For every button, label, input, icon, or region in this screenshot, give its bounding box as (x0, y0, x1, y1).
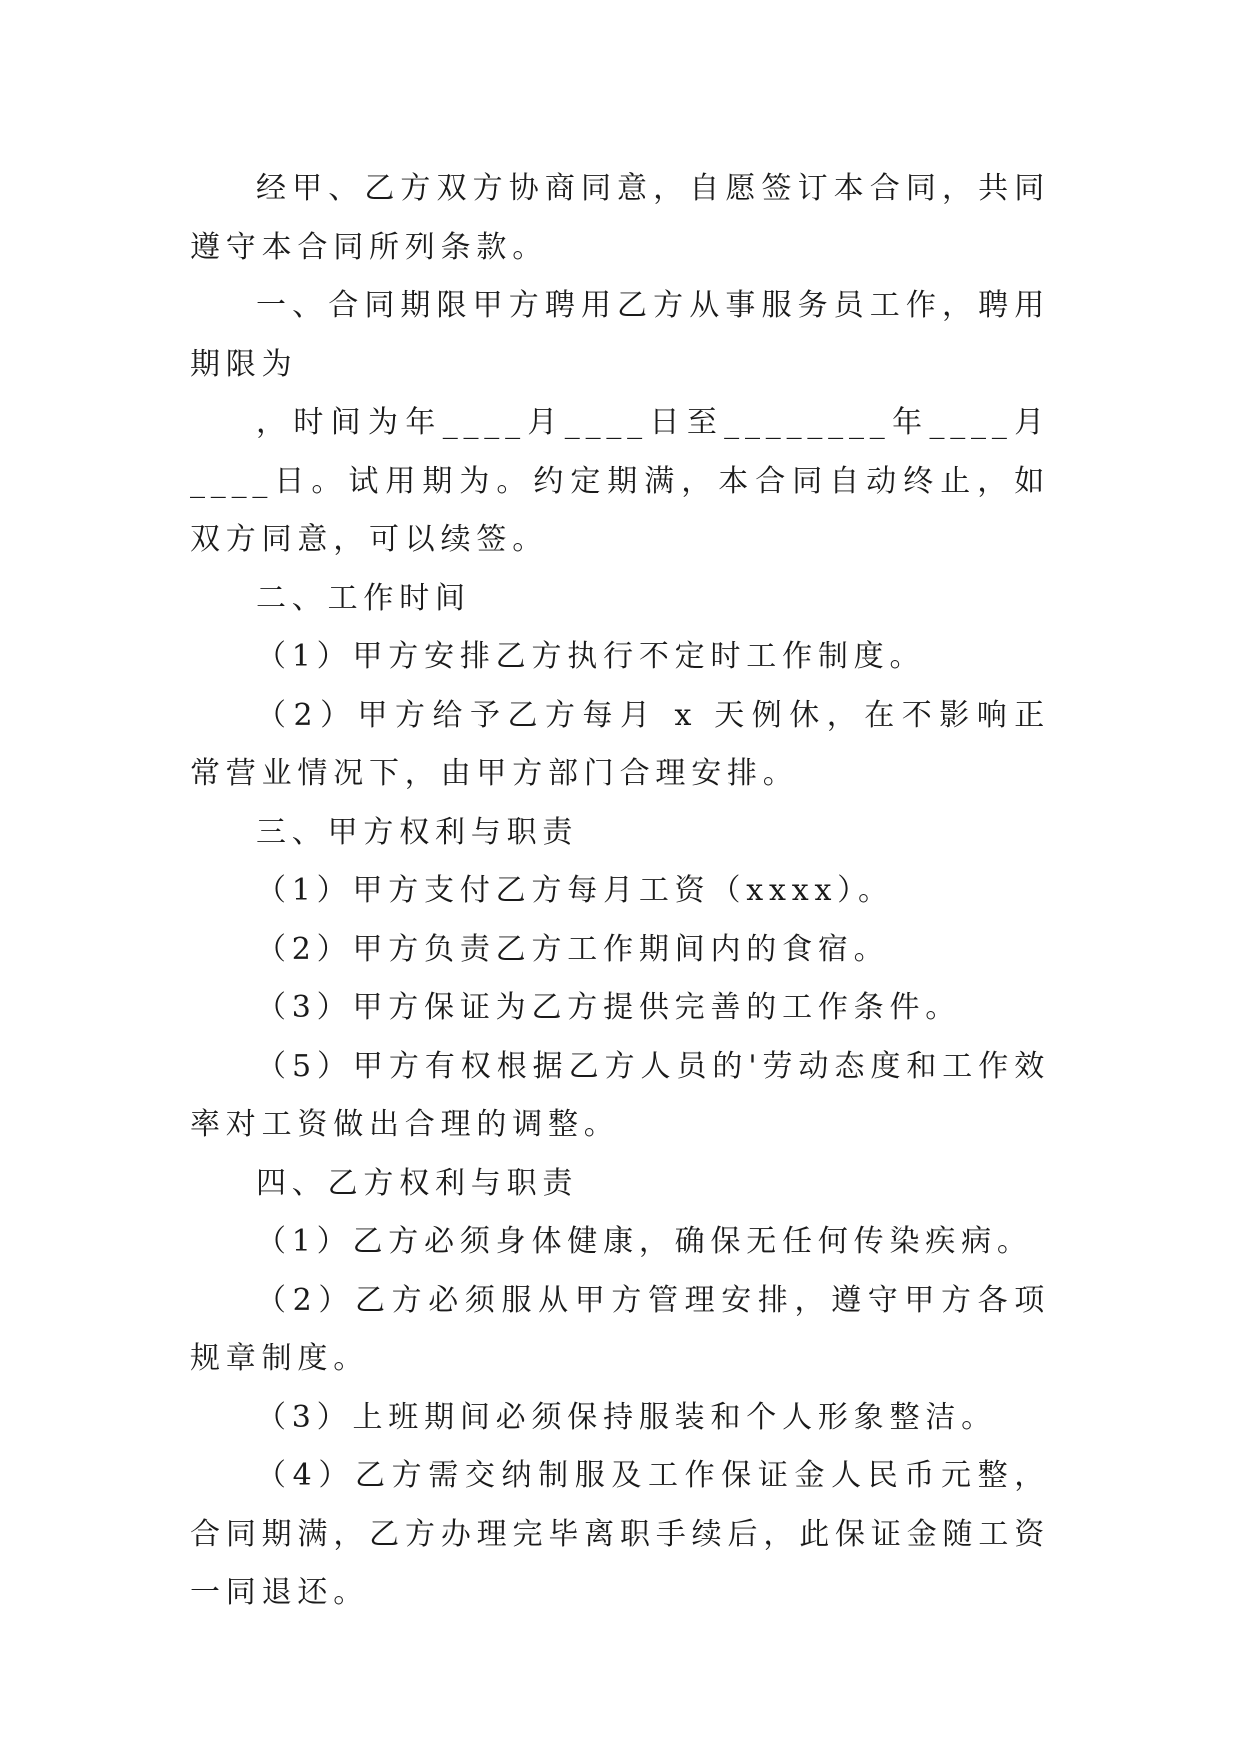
paragraph-party-b-4: （4）乙方需交纳制服及工作保证金人民币元整，合同期满，乙方办理完毕离职手续后，此保证金随工资一同退还。 (190, 1458, 1050, 1610)
paragraph-work-time-1: （1）甲方安排乙方执行不定时工作制度。 (256, 639, 926, 674)
heading-section-2: 二、工作时间 (256, 580, 471, 616)
paragraph-party-b-1: （1）乙方必须身体健康，确保无任何传染疾病。 (256, 1224, 1033, 1259)
paragraph-party-b-2: （2）乙方必须服从甲方管理安排，遵守甲方各项规章制度。 (190, 1282, 1050, 1376)
paragraph-party-a-2: （2）甲方负责乙方工作期间内的食宿。 (256, 931, 890, 967)
paragraph-term-dates: ，时间为年____月____日至________年____月____日。试用期为。约定期满，本合同自动终止，如双方同意，可以续签。 (190, 405, 1050, 557)
paragraph-party-a-1: （1）甲方支付乙方每月工资（xxxx）。 (256, 873, 894, 908)
document-body (190, 160, 1050, 1623)
paragraph-party-b-3: （3）上班期间必须保持服装和个人形象整洁。 (256, 1399, 997, 1435)
paragraph-party-a-5: （5）甲方有权根据乙方人员的'劳动态度和工作效率对工资做出合理的调整。 (190, 1048, 1050, 1142)
paragraph-work-time-2: （2）甲方给予乙方每月 x 天例休，在不影响正常营业情况下，由甲方部门合理安排。 (190, 697, 1050, 791)
paragraph-section-1-term: 一、合同期限甲方聘用乙方从事服务员工作，聘用期限为 (190, 288, 1050, 382)
heading-section-4: 四、乙方权利与职责 (256, 1165, 579, 1201)
paragraph-intro: 经甲、乙方双方协商同意，自愿签订本合同，共同遵守本合同所列条款。 (190, 171, 1050, 265)
paragraph-party-a-3: （3）甲方保证为乙方提供完善的工作条件。 (256, 990, 962, 1025)
heading-section-3: 三、甲方权利与职责 (256, 814, 579, 850)
